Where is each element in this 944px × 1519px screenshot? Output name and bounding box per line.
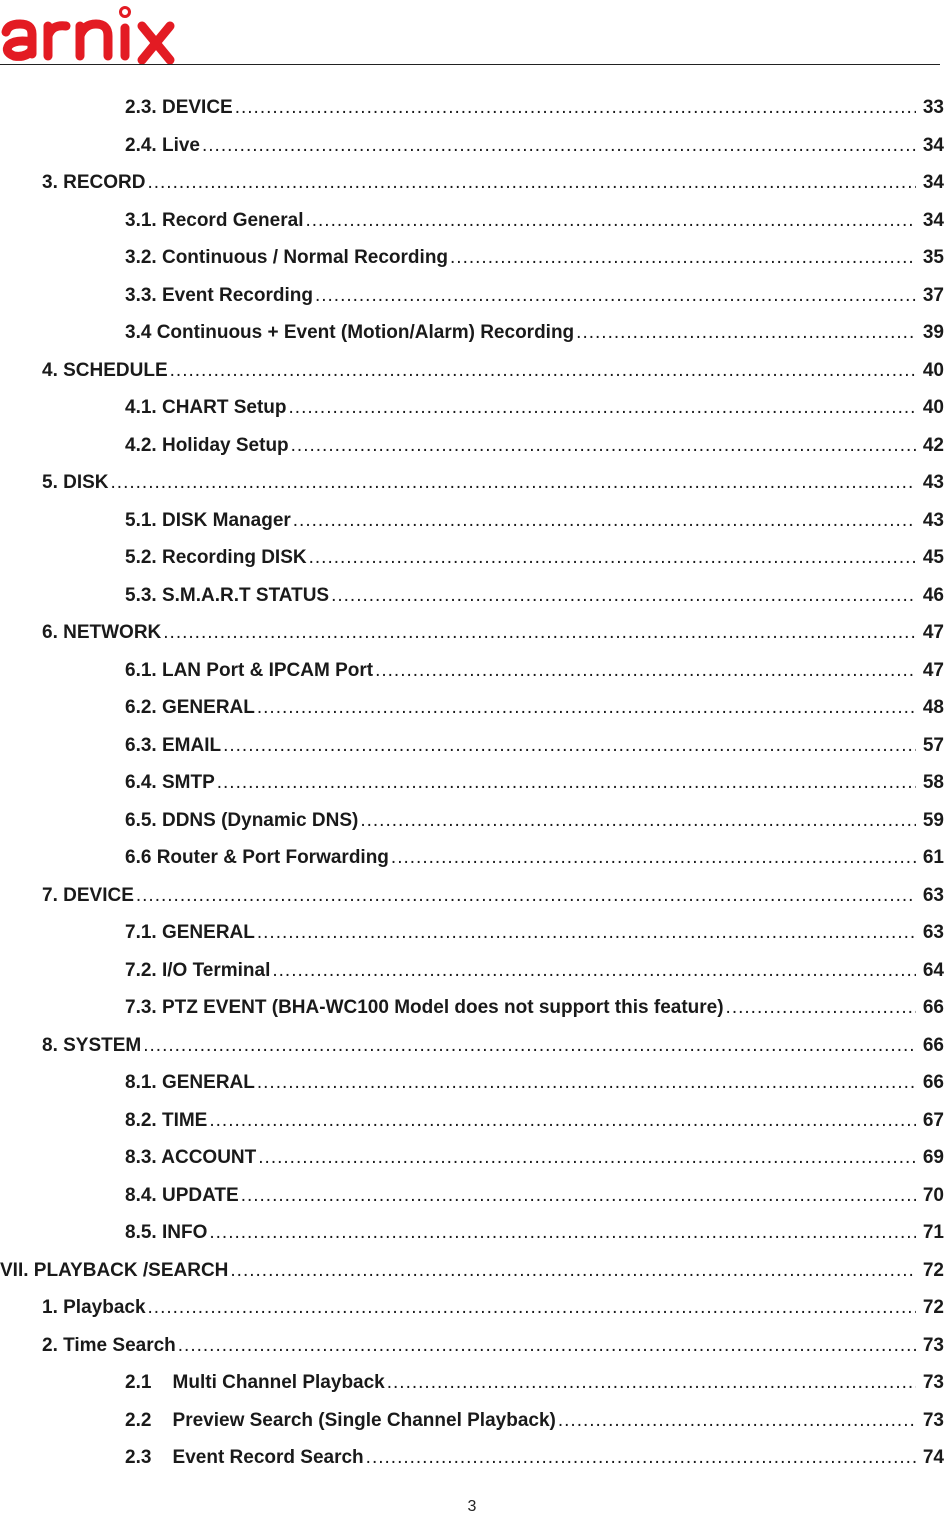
toc-entry-title: 7.1. GENERAL bbox=[125, 922, 255, 943]
toc-entry-title: 2.4. Live bbox=[125, 134, 200, 156]
toc-entry-page: 66 bbox=[922, 1072, 944, 1093]
toc-entry[interactable] bbox=[0, 389, 944, 427]
toc-entry-page: 73 bbox=[922, 1334, 944, 1356]
table-of-contents bbox=[0, 89, 944, 1477]
toc-entry-title: 2.1 Multi Channel Playback bbox=[125, 1372, 385, 1393]
toc-entry[interactable] bbox=[0, 1177, 944, 1215]
dot-leader bbox=[293, 502, 916, 540]
toc-entry[interactable] bbox=[0, 1252, 944, 1290]
toc-entry[interactable] bbox=[0, 89, 944, 127]
toc-entry-page: 57 bbox=[922, 734, 944, 756]
dot-leader bbox=[163, 614, 916, 652]
toc-entry-title: 4.2. Holiday Setup bbox=[125, 434, 289, 456]
toc-entry-page: 45 bbox=[922, 547, 944, 568]
dot-leader bbox=[558, 1402, 916, 1440]
toc-entry[interactable] bbox=[0, 614, 944, 652]
toc-entry[interactable] bbox=[0, 202, 944, 240]
toc-entry[interactable] bbox=[0, 1364, 944, 1402]
toc-entry-page: 33 bbox=[922, 97, 944, 118]
dot-leader bbox=[202, 127, 916, 165]
toc-entry-title: 2.3 Event Record Search bbox=[125, 1447, 364, 1468]
toc-entry-page: 58 bbox=[922, 772, 944, 793]
toc-entry-page: 43 bbox=[922, 472, 944, 493]
toc-entry-title: 3.4 Continuous + Event (Motion/Alarm) Recording bbox=[125, 322, 575, 343]
toc-entry-title: 6. NETWORK bbox=[42, 622, 162, 643]
dot-leader bbox=[136, 877, 916, 915]
toc-entry[interactable] bbox=[0, 914, 944, 952]
page-header bbox=[0, 0, 944, 66]
toc-entry-page: 42 bbox=[922, 434, 944, 456]
toc-entry-page: 73 bbox=[922, 1409, 944, 1431]
toc-entry-title: 3.1. Record General bbox=[125, 209, 304, 231]
dot-leader bbox=[289, 389, 916, 427]
dot-leader bbox=[360, 802, 916, 840]
dot-leader bbox=[331, 577, 916, 615]
toc-entry-page: 64 bbox=[922, 959, 944, 981]
toc-entry[interactable] bbox=[0, 277, 944, 315]
toc-entry-page: 47 bbox=[922, 622, 944, 643]
dot-leader bbox=[143, 1027, 916, 1065]
toc-entry-title: 7.3. PTZ EVENT (BHA-WC100 Model does not support this feature) bbox=[125, 997, 724, 1018]
toc-entry[interactable] bbox=[0, 1327, 944, 1365]
toc-entry-page: 74 bbox=[922, 1447, 944, 1468]
arnix-logo bbox=[0, 2, 176, 64]
toc-entry-title: 8.3. ACCOUNT bbox=[125, 1147, 257, 1168]
toc-entry-title: 7. DEVICE bbox=[42, 884, 134, 906]
toc-entry[interactable] bbox=[0, 1214, 944, 1252]
toc-entry[interactable] bbox=[0, 952, 944, 990]
toc-entry-page: 69 bbox=[922, 1147, 944, 1168]
toc-entry[interactable] bbox=[0, 839, 944, 877]
toc-entry-page: 67 bbox=[922, 1109, 944, 1131]
toc-entry-title: 8.4. UPDATE bbox=[125, 1184, 239, 1206]
dot-leader bbox=[241, 1177, 916, 1215]
header-rule bbox=[0, 64, 940, 65]
toc-entry-title: 7.2. I/O Terminal bbox=[125, 959, 271, 981]
dot-leader bbox=[305, 202, 916, 240]
toc-entry[interactable] bbox=[0, 164, 944, 202]
toc-entry[interactable] bbox=[0, 1439, 944, 1477]
toc-entry-page: 59 bbox=[922, 809, 944, 831]
toc-entry-title: 3.3. Event Recording bbox=[125, 284, 313, 306]
toc-entry-title: 6.5. DDNS (Dynamic DNS) bbox=[125, 809, 359, 831]
toc-entry-title: 4.1. CHART Setup bbox=[125, 397, 287, 418]
toc-entry[interactable] bbox=[0, 427, 944, 465]
toc-entry-page: 47 bbox=[922, 659, 944, 681]
dot-leader bbox=[111, 464, 916, 502]
toc-entry[interactable] bbox=[0, 539, 944, 577]
toc-entry-title: VII. PLAYBACK /SEARCH bbox=[0, 1259, 229, 1281]
toc-entry-title: 1. Playback bbox=[42, 1297, 146, 1318]
dot-leader bbox=[257, 914, 916, 952]
dot-leader bbox=[366, 1439, 916, 1477]
dot-leader bbox=[178, 1327, 916, 1365]
toc-entry-page: 35 bbox=[922, 247, 944, 268]
toc-entry-page: 70 bbox=[922, 1184, 944, 1206]
toc-entry[interactable] bbox=[0, 989, 944, 1027]
toc-entry-title: 6.1. LAN Port & IPCAM Port bbox=[125, 659, 374, 681]
toc-entry-page: 48 bbox=[922, 697, 944, 718]
dot-leader bbox=[450, 239, 916, 277]
toc-entry-title: 2.2 Preview Search (Single Channel Playback) bbox=[125, 1409, 556, 1431]
toc-entry-title: 5.2. Recording DISK bbox=[125, 547, 307, 568]
toc-entry-title: 8.1. GENERAL bbox=[125, 1072, 255, 1093]
dot-leader bbox=[209, 1102, 916, 1140]
dot-leader bbox=[147, 164, 916, 202]
toc-entry[interactable] bbox=[0, 764, 944, 802]
toc-entry-page: 63 bbox=[922, 922, 944, 943]
toc-entry-page: 72 bbox=[922, 1297, 944, 1318]
toc-entry-title: 6.6 Router & Port Forwarding bbox=[125, 847, 389, 868]
toc-entry-page: 37 bbox=[922, 284, 944, 306]
toc-entry-title: 8.5. INFO bbox=[125, 1222, 208, 1243]
toc-entry-page: 43 bbox=[922, 509, 944, 531]
toc-entry-title: 8.2. TIME bbox=[125, 1109, 208, 1131]
toc-entry[interactable] bbox=[0, 239, 944, 277]
toc-entry[interactable] bbox=[0, 502, 944, 540]
toc-entry-page: 40 bbox=[922, 359, 944, 381]
dot-leader bbox=[375, 652, 916, 690]
toc-entry-page: 40 bbox=[922, 397, 944, 418]
dot-leader bbox=[235, 89, 916, 127]
toc-entry[interactable] bbox=[0, 1064, 944, 1102]
toc-entry-page: 63 bbox=[922, 884, 944, 906]
dot-leader bbox=[315, 277, 916, 315]
toc-entry[interactable] bbox=[0, 689, 944, 727]
toc-entry-page: 61 bbox=[922, 847, 944, 868]
toc-entry-page: 66 bbox=[922, 997, 944, 1018]
toc-entry-page: 71 bbox=[922, 1222, 944, 1243]
toc-entry[interactable] bbox=[0, 652, 944, 690]
dot-leader bbox=[391, 839, 916, 877]
toc-entry[interactable] bbox=[0, 1402, 944, 1440]
toc-entry[interactable] bbox=[0, 352, 944, 390]
toc-entry-title: 6.3. EMAIL bbox=[125, 734, 222, 756]
dot-leader bbox=[223, 727, 916, 765]
toc-entry[interactable] bbox=[0, 877, 944, 915]
dot-leader bbox=[291, 427, 916, 465]
toc-entry[interactable] bbox=[0, 1139, 944, 1177]
toc-entry[interactable] bbox=[0, 1289, 944, 1327]
dot-leader bbox=[726, 989, 916, 1027]
dot-leader bbox=[257, 689, 916, 727]
page-number: 3 bbox=[467, 1498, 477, 1515]
toc-entry[interactable] bbox=[0, 802, 944, 840]
toc-entry-title: 2.3. DEVICE bbox=[125, 97, 233, 118]
toc-entry-title: 2. Time Search bbox=[42, 1334, 176, 1356]
toc-entry-title: 8. SYSTEM bbox=[42, 1034, 142, 1056]
toc-entry-page: 39 bbox=[922, 322, 944, 343]
toc-entry-page: 34 bbox=[922, 134, 944, 156]
toc-entry-page: 72 bbox=[922, 1259, 944, 1281]
dot-leader bbox=[209, 1214, 916, 1252]
toc-entry[interactable] bbox=[0, 727, 944, 765]
toc-entry-title: 5.3. S.M.A.R.T STATUS bbox=[125, 584, 330, 606]
dot-leader bbox=[170, 352, 916, 390]
toc-entry[interactable] bbox=[0, 1027, 944, 1065]
toc-entry-title: 6.4. SMTP bbox=[125, 772, 215, 793]
dot-leader bbox=[258, 1139, 916, 1177]
toc-entry-title: 3.2. Continuous / Normal Recording bbox=[125, 247, 449, 268]
toc-entry-page: 46 bbox=[922, 584, 944, 606]
toc-entry[interactable] bbox=[0, 464, 944, 502]
dot-leader bbox=[257, 1064, 916, 1102]
toc-entry-title: 3. RECORD bbox=[42, 172, 146, 193]
toc-entry-title: 5. DISK bbox=[42, 472, 109, 493]
dot-leader bbox=[387, 1364, 916, 1402]
dot-leader bbox=[148, 1289, 916, 1327]
dot-leader bbox=[576, 314, 916, 352]
toc-entry-page: 34 bbox=[922, 172, 944, 193]
toc-entry-title: 6.2. GENERAL bbox=[125, 697, 255, 718]
dot-leader bbox=[272, 952, 916, 990]
dot-leader bbox=[309, 539, 916, 577]
toc-entry-title: 4. SCHEDULE bbox=[42, 359, 168, 381]
toc-entry-title: 5.1. DISK Manager bbox=[125, 509, 291, 531]
toc-entry-page: 73 bbox=[922, 1372, 944, 1393]
toc-entry-page: 34 bbox=[922, 209, 944, 231]
toc-entry[interactable] bbox=[0, 1102, 944, 1140]
toc-entry[interactable] bbox=[0, 314, 944, 352]
toc-entry[interactable] bbox=[0, 127, 944, 165]
dot-leader bbox=[217, 764, 916, 802]
toc-entry-page: 66 bbox=[922, 1034, 944, 1056]
toc-entry[interactable] bbox=[0, 577, 944, 615]
dot-leader bbox=[230, 1252, 916, 1290]
